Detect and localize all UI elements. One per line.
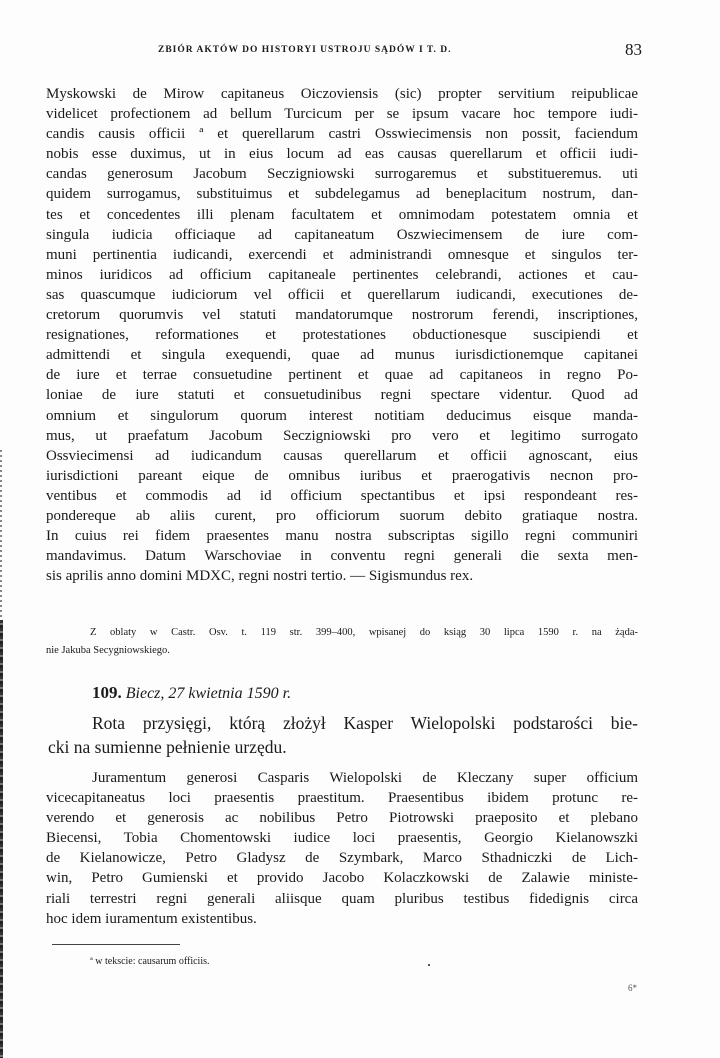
text-line: candis causis officii ª et querellarum castri Osswiecimensis non possit, faciendum [46, 126, 638, 143]
document-number: 109. [92, 683, 122, 702]
text-line: verendo et generosis ac nobilibus Petro Piotrowski praeposito et plebano [46, 810, 638, 827]
note-line: nie Jakuba Secygniowskiego. [46, 645, 170, 656]
footnote: ª w tekscie: causarum officiis. [90, 956, 210, 967]
text-line: muni pertinentia iudicandi, exercendi et administrandi omnesque et singulos ter- [46, 246, 638, 263]
text-line: nobis esse duximus, ut in eius locum ad eas causas querellarum et officii iudi- [46, 146, 638, 163]
summary-line: cki na sumienne pełnienie urzędu. [48, 737, 287, 757]
text-line: videlicet profectionem ad bellum Turcicum per se ipsum vacare hoc tempore iudi- [46, 106, 638, 123]
text-line: admittendi et singula exequendi, quae ad munus iurisdictionemque capitanei [46, 347, 638, 364]
text-line: sas quascumque iudiciorum vel officii et querellarum iudicandi, executiones de- [46, 286, 638, 303]
running-header: ZBIÓR AKTÓW DO HISTORYI USTROJU SĄDÓW I T. D. [158, 45, 452, 55]
page-number: 83 [625, 40, 642, 59]
scan-edge-dotted [0, 450, 2, 620]
text-line: vicecapitaneatus loci praesentis praestitum. Praesentibus ibidem protunc re- [46, 790, 638, 807]
text-line: mus, ut praefatum Jacobum Seczigniowski pro vero et legitimo surrogato [46, 427, 638, 444]
text-line: candas generosum Jacobum Seczigniowski surrogaremus et substitueremus. uti [46, 166, 638, 183]
text-line: ventibus et commodis ad id officium spectantibus et ipsi respondeant res- [46, 487, 638, 504]
text-line: iurisdictioni pareant eique de omnibus iuribus et praerogativis necnon pro- [46, 467, 638, 484]
text-line: minos iuridicos ad officium capitaneale pertinentes celebrandi, actiones et cau- [46, 266, 638, 283]
text-line: loniae de iure statuti et consuetudinibus regni spectare videntur. Quod ad [46, 387, 638, 404]
text-line: quidem surrogamus, substituimus et subdelegamus ad beneplacitum nostrum, dan- [46, 186, 638, 203]
paragraph-1 [46, 84, 638, 586]
scan-edge-shadow [0, 620, 3, 1058]
document-text [46, 768, 638, 929]
text-line: Ossviecimensi ad iudicandum causas querellarum et officii agnoscant, eius [46, 447, 638, 464]
source-note [46, 624, 638, 660]
text-line: pondereque ab aliis curent, pro officiorum suorum debito gratiaque nostra. [46, 507, 638, 524]
text-line: omnium et singulorum quorum interest notitiam deducimus eisque manda- [46, 407, 638, 424]
text-line: sis aprilis anno domini MDXC, regni nostri tertio. — Sigismundus rex. [46, 568, 474, 585]
document-place-date: Biecz, 27 kwietnia 1590 r. [125, 685, 292, 702]
text-line: de iure et terrae consuetudine pertinent et quae ad capitaneos in regno Po- [46, 367, 638, 384]
text-line: In cuius rei fidem praesentes manu nostra subscriptas sigillo regni communiri [46, 528, 638, 545]
footnote-divider [52, 944, 180, 945]
text-line: mandavimus. Datum Warschoviae in conventu regni generali die sexta men- [46, 548, 638, 565]
document-heading [92, 683, 291, 703]
text-line: singula iudicia officiaque ad capitaneatum Oszwiecimensem de iure com- [46, 226, 638, 243]
document-summary [48, 711, 638, 759]
text-line: riali terrestri regni generali aliisque quam pluribus testibus fidedignis circa [46, 890, 638, 907]
text-line: Juramentum generosi Casparis Wielopolski de Kleczany super officium [92, 770, 638, 786]
text-line: Biecensi, Tobia Chomentowski iudice loci praesentis, Georgio Kielanowszki [46, 830, 638, 847]
note-line: Z oblaty w Castr. Osv. t. 119 str. 399–400, wpisanej do ksiąg 30 lipca 1590 r. na żąda- [90, 627, 638, 638]
text-line: de Kielanowicze, Petro Gladysz de Szymbark, Marco Sthadniczki de Lich- [46, 850, 638, 867]
summary-line: Rota przysięgi, którą złożył Kasper Wielopolski podstarości bie- [92, 713, 638, 733]
text-line: resignationes, reformationes et protestationes obductionesque suscipiendi et [46, 327, 638, 344]
text-line: tes et concedentes illi plenam facultatem et omnimodam potestatem omnia et [46, 206, 638, 223]
signature-mark: 6* [628, 983, 637, 993]
text-line: hoc idem iuramentum existentibus. [46, 910, 257, 927]
text-line: win, Petro Gumienski et provido Jacobo Kolaczkowski de Zalawie ministe- [46, 870, 638, 887]
text-line: Myskowski de Mirow capitaneus Oiczoviensis (sic) propter servitium reipublicae [46, 86, 638, 102]
scan-speck [428, 964, 430, 966]
text-line: cretorum quorumvis vel statuti mandatorumque nostrorum ferendi, inscriptiones, [46, 307, 638, 324]
